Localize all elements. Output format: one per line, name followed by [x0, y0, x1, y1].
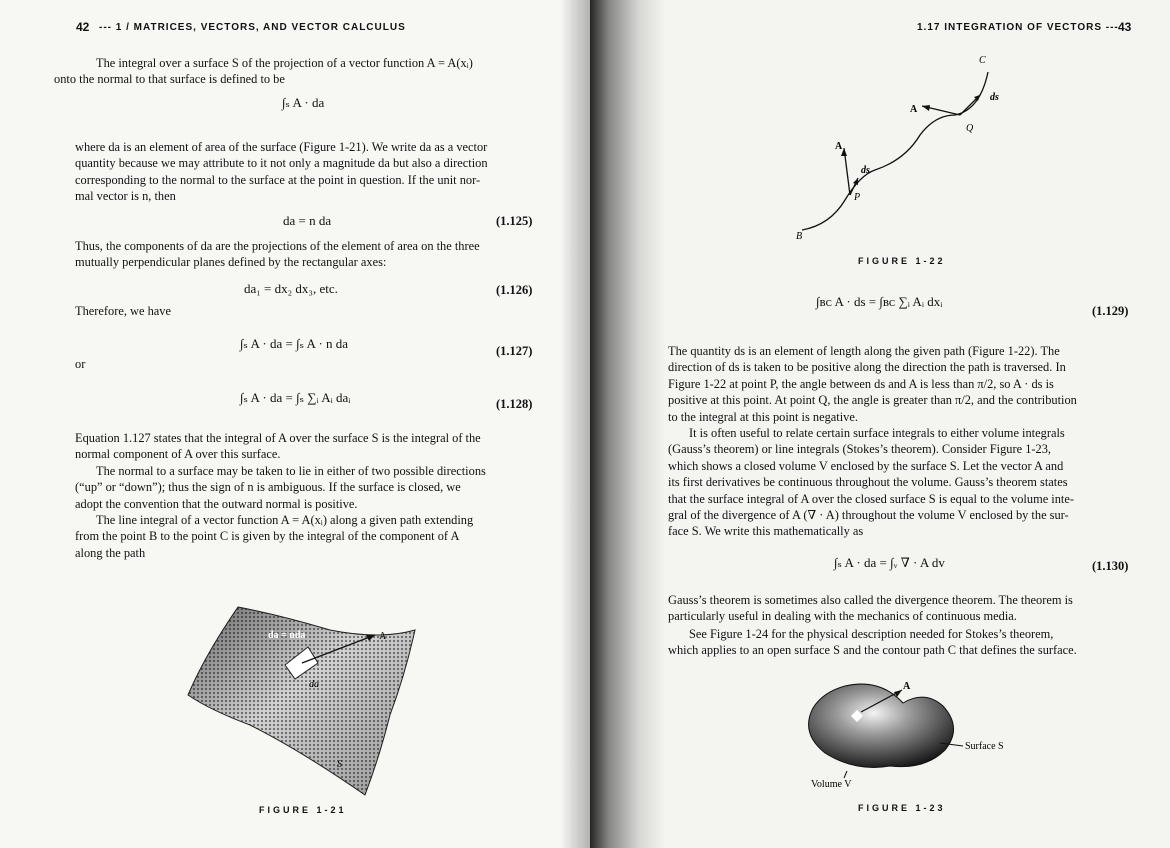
p-label: P — [854, 192, 861, 203]
right-para-2: It is often useful to relate certain surface integrals to either volume integrals (Gauss’s theorem) or line integrals (Stokes’s theorem). Consider Figure 1-23, which shows a closed volume V enclosed by the surface S. Let the vector A and its first derivatives be continuous throughout the volume. Gauss’s theorem states that the surface integral of A over the closed surface S is equal to the volume inte- gral of the divergence of A (∇ · A) throughout the volume V enclosed by the sur- face S. We write this mathematically as — [668, 426, 1075, 539]
left-para-1: The integral over a surface S of the projection of a vector function A = A(xᵢ) onto the normal to that surface is defined to be — [54, 56, 473, 87]
figure-1-23-caption: FIGURE 1-23 — [858, 803, 946, 813]
eq-1126: da₁ = dx₂ dx₃, etc. — [244, 281, 338, 296]
path-curve — [802, 72, 988, 230]
eq-1127-number: (1.127) — [496, 344, 533, 358]
s-label: S — [337, 759, 342, 770]
volume-blob — [809, 684, 954, 767]
figure-1-21-caption: FIGURE 1-21 — [259, 805, 347, 815]
left-para-6: The line integral of a vector function A = A(xᵢ) along a given path extending from the point B to the point C is given by the integral of the component of A along the path — [75, 513, 474, 560]
right-para-4: See Figure 1-24 for the physical description needed for Stokes’s theorem, which applies to an open surface S and the contour path C that defines the surface. — [668, 627, 1077, 658]
eq-surface-integral: ∫ₛ A · da — [282, 95, 325, 110]
left-para-5: The normal to a surface may be taken to lie in either of two possible directions (“up” or “down”); thus the sign of n is ambiguous. If the surface is closed, we adopt the convention that the outward normal is positive. — [75, 464, 486, 511]
right-page-number: 43 — [1118, 20, 1132, 34]
volume-label: Volume V — [811, 779, 852, 790]
da-label: da — [309, 679, 319, 690]
or-text: or — [75, 357, 86, 371]
figure-1-22-caption: FIGURE 1-22 — [858, 256, 946, 266]
right-para-1: The quantity ds is an element of length along the given path (Figure 1-22). The direction of ds is taken to be positive along the direction the path is traversed. In Figure 1-22 at point P, the angle between ds and A is less than π/2, so A · ds is positive at this point. At point Q, the angle is greater than π/2, and the contribution to the integral at this point is negative. — [668, 344, 1077, 424]
nda-label: da = nda — [268, 630, 306, 641]
a-left-label: A — [835, 141, 843, 152]
volume-leader-line — [844, 771, 847, 778]
right-para-3: Gauss’s theorem is sometimes also called the divergence theorem. The theorem is particularly useful in dealing with the mechanics of continuous media. — [668, 593, 1073, 624]
eq-1126-number: (1.126) — [496, 283, 533, 297]
a-label: A — [903, 681, 911, 692]
a-top-label: A — [910, 104, 918, 115]
left-para-3: Thus, the components of da are the projections of the element of area on the three mutually perpendicular planes defined by the rectangular axes: — [75, 239, 480, 270]
left-para-4: Equation 1.127 states that the integral of A over the surface S is the integral of the normal component of A over this surface. — [75, 431, 481, 462]
arrow-head-icon — [922, 105, 930, 111]
eq-1129-number: (1.129) — [1092, 304, 1129, 318]
left-page-number: 42 — [76, 20, 90, 34]
right-running-head: 1.17 INTEGRATION OF VECTORS --- — [917, 22, 1119, 33]
surface-label: Surface S — [965, 741, 1004, 752]
q-label: Q — [966, 123, 974, 134]
ds-top-label: ds — [990, 92, 999, 103]
eq-1128: ∫ₛ A · da = ∫ₛ ∑ᵢ Aᵢ daᵢ — [240, 390, 351, 405]
arrow-head-icon — [853, 178, 858, 185]
a-label: A — [379, 631, 387, 642]
therefore-text: Therefore, we have — [75, 304, 171, 318]
figure-1-21 — [180, 595, 420, 800]
eq-1128-number: (1.128) — [496, 397, 533, 411]
c-label: C — [979, 55, 986, 66]
eq-1127: ∫ₛ A · da = ∫ₛ A · n da — [240, 336, 349, 351]
eq-1130-number: (1.130) — [1092, 559, 1129, 573]
eq-1129: ∫ʙᴄ A · ds = ∫ʙᴄ ∑ᵢ Aᵢ dxᵢ — [816, 294, 943, 309]
ds-mid-label: ds — [861, 165, 870, 176]
eq-1125: da = n da — [283, 213, 332, 228]
left-running-head: --- 1 / MATRICES, VECTORS, AND VECTOR CALCULUS — [99, 22, 406, 33]
figure-1-22 — [790, 50, 1020, 250]
left-para-2: where da is an element of area of the surface (Figure 1-21). We write da as a vector quantity because we may attribute to it not only a magnitude da but also a direction corresponding to the normal to the surface at the point in question. If the unit nor- mal vector is n, then — [75, 140, 488, 204]
b-label: B — [796, 231, 803, 242]
right-page — [590, 0, 1170, 848]
figure-1-23 — [795, 678, 1025, 798]
eq-1130: ∫ₛ A · da = ∫ᵥ ∇ · A dv — [834, 555, 945, 570]
eq-1125-number: (1.125) — [496, 214, 533, 228]
